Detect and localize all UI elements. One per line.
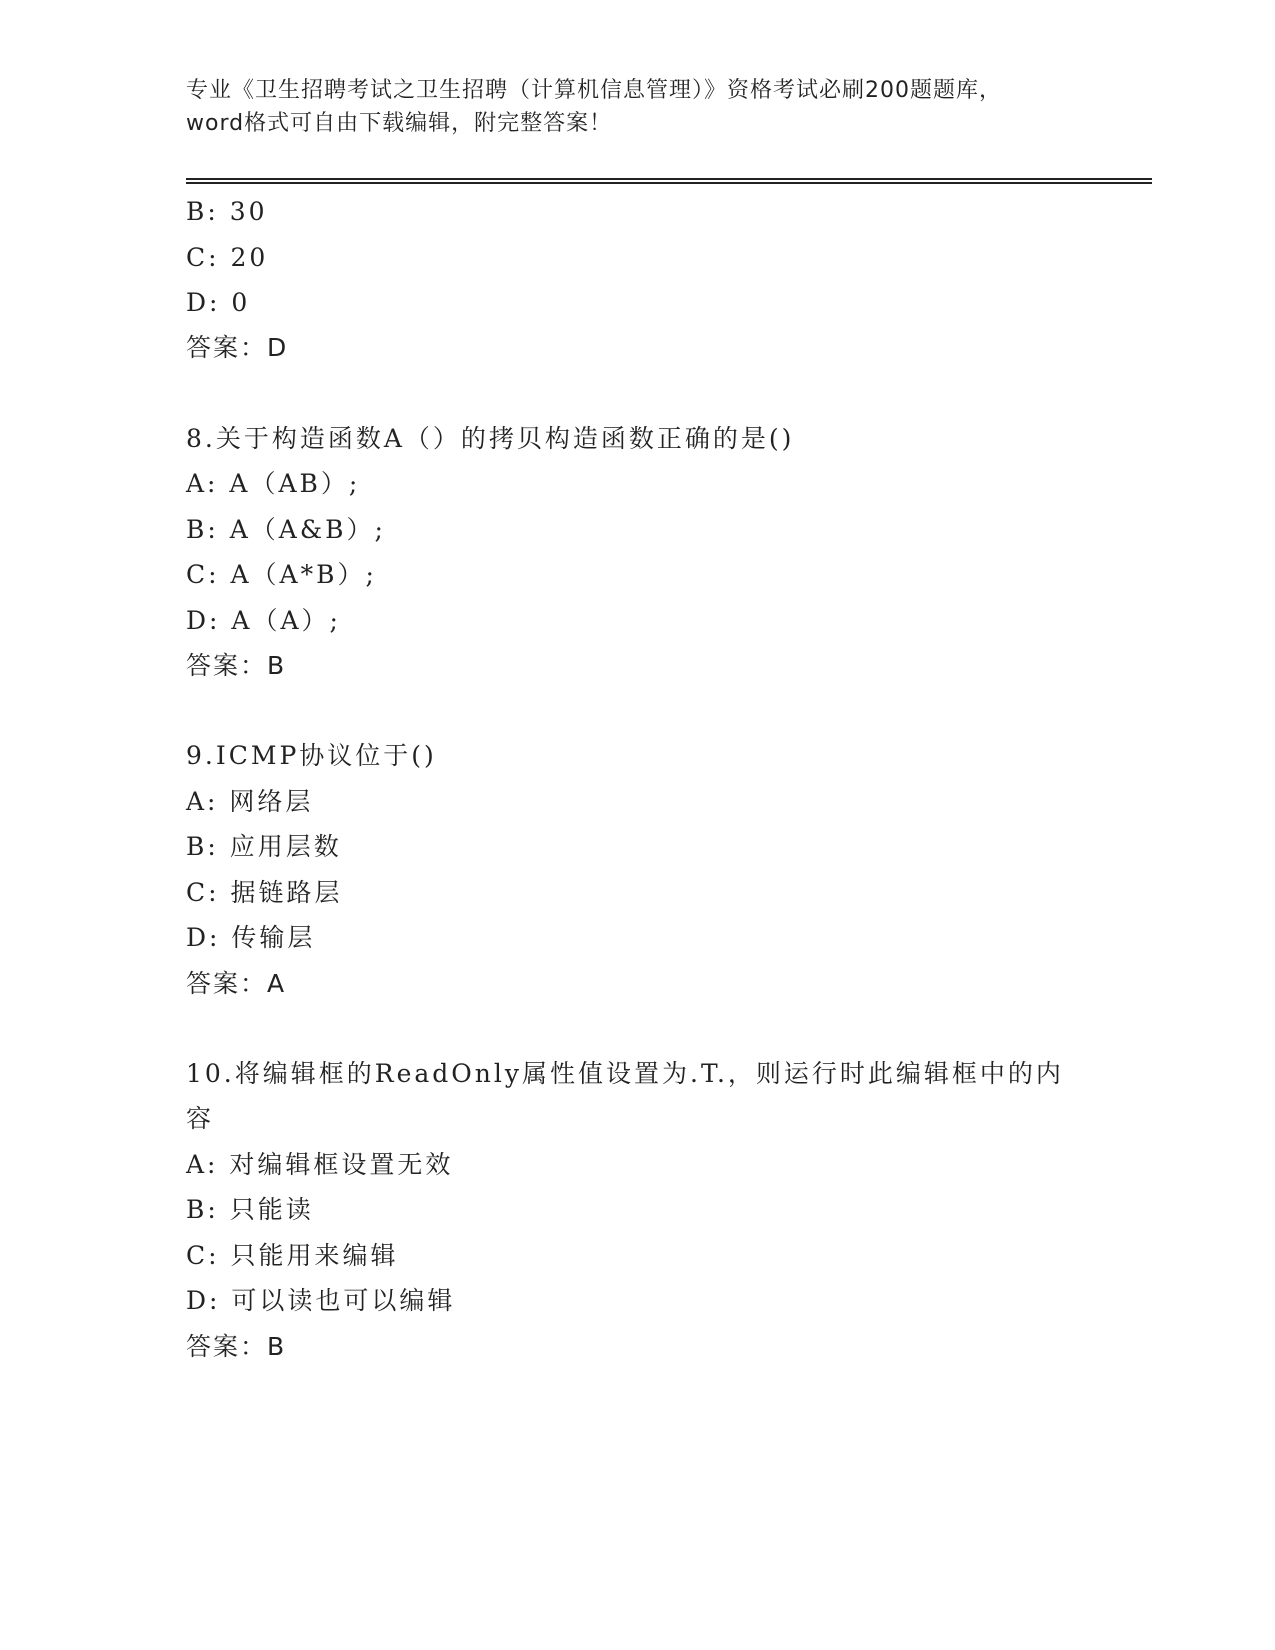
option-c: C: 20 bbox=[186, 243, 269, 272]
question-10-answer: 答案：B bbox=[186, 1332, 287, 1361]
question-10-stem-line-1: 10.将编辑框的ReadOnly属性值设置为.T.，则运行时此编辑框中的内 bbox=[186, 1059, 1064, 1088]
question-10-option-a: A: 对编辑框设置无效 bbox=[186, 1150, 454, 1179]
question-9-option-a: A: 网络层 bbox=[186, 787, 314, 816]
question-9-option-c: C: 据链路层 bbox=[186, 878, 343, 907]
question-10-option-c: C: 只能用来编辑 bbox=[186, 1241, 399, 1270]
question-8-option-a: A: A（AB）; bbox=[186, 469, 361, 498]
question-9-option-d: D: 传输层 bbox=[186, 923, 316, 952]
question-8-option-c: C: A（A*B）; bbox=[186, 560, 377, 589]
question-8-option-d: D: A（A）; bbox=[186, 606, 341, 635]
question-9-answer: 答案：A bbox=[186, 969, 287, 998]
question-10-option-b: B: 只能读 bbox=[186, 1195, 314, 1224]
option-d: D: 0 bbox=[186, 288, 251, 317]
question-8-stem: 8.关于构造函数A（）的拷贝构造函数正确的是() bbox=[186, 424, 795, 453]
document-header bbox=[186, 74, 1106, 140]
question-10-option-d: D: 可以读也可以编辑 bbox=[186, 1286, 456, 1315]
option-b: B: 30 bbox=[186, 197, 268, 226]
header-divider-top bbox=[186, 178, 1152, 180]
header-title-line-2: word格式可自由下载编辑，附完整答案！ bbox=[186, 111, 613, 136]
question-8-option-b: B: A（A&B）; bbox=[186, 515, 386, 544]
question-10-stem-line-2: 容 bbox=[186, 1104, 215, 1133]
question-9-stem: 9.ICMP协议位于() bbox=[186, 741, 437, 770]
question-8-answer: 答案：B bbox=[186, 651, 287, 680]
answer-label: 答案：D bbox=[186, 333, 289, 362]
question-9-option-b: B: 应用层数 bbox=[186, 832, 342, 861]
header-divider-bottom bbox=[186, 182, 1152, 184]
header-title-line-1: 专业《卫生招聘考试之卫生招聘（计算机信息管理）》资格考试必刷200题题库， bbox=[186, 78, 1002, 103]
